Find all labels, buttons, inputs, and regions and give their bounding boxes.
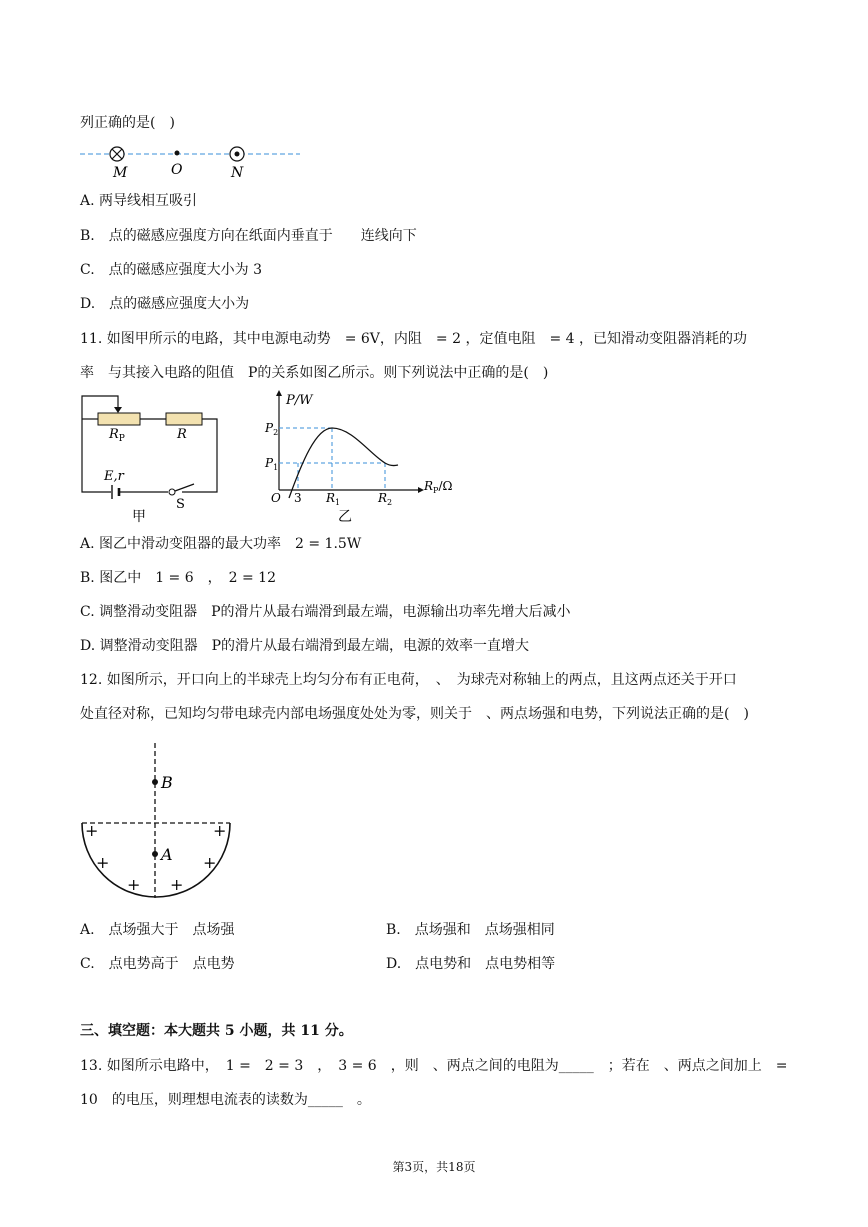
origin-label: O xyxy=(271,491,281,505)
page-footer: 第3页，共18页 xyxy=(392,1160,476,1174)
label-n: N xyxy=(231,165,244,181)
label-o: O xyxy=(171,162,183,178)
x-axis-label: $R_P/\Omega$ xyxy=(424,479,453,495)
point-a-dot xyxy=(152,851,158,857)
circuit-diagram-jia xyxy=(74,388,224,528)
charge-sign: + xyxy=(85,821,99,840)
q12-stem-line2: 处直径对称，已知均匀带电球壳内部电场强度处处为零，则关于 、两点场强和电势，下列说法正确的是( ) xyxy=(80,706,749,722)
rp-resistor xyxy=(98,413,140,425)
circuit-wires xyxy=(82,396,217,492)
battery-icon xyxy=(112,485,119,499)
tick-3: 3 xyxy=(294,491,302,505)
charge-sign: + xyxy=(170,875,184,894)
label-a: A xyxy=(161,845,173,864)
charge-sign: + xyxy=(203,853,217,872)
point-b-dot xyxy=(152,779,158,785)
q10-stem-tail: 列正确的是( ) xyxy=(80,115,175,131)
q10-option-a: A. 两导线相互吸引 xyxy=(80,193,198,209)
slider-arrow xyxy=(114,407,122,413)
r-resistor xyxy=(166,413,202,425)
q10-wire-figure xyxy=(78,142,306,182)
rp-label: $R_P$ xyxy=(109,427,125,444)
q13-stem-line2: 10 的电压，则理想电流表的读数为_____ 。 xyxy=(80,1092,371,1108)
q11-stem-line1: 11. 如图甲所示的电路，其中电源电动势 = 6V，内阻 = 2 ，定值电阻 = 4 ，已知滑动变阻器消耗的功 xyxy=(80,331,747,347)
p1-label: $P_1$ xyxy=(265,456,279,472)
p2-label: $P_2$ xyxy=(265,421,279,437)
q11-option-d: D. 调整滑动变阻器 P的滑片从最右端滑到最左端，电源的效率一直增大 xyxy=(80,638,530,654)
r1-label: $R_1$ xyxy=(326,491,341,507)
axes xyxy=(279,394,420,490)
q12-option-d: D. 点电势和 点电势相等 xyxy=(386,956,556,972)
power-graph-yi xyxy=(252,388,467,528)
label-b: B xyxy=(161,773,173,792)
caption-jia: 甲 xyxy=(132,509,146,525)
charge-sign: + xyxy=(127,875,141,894)
q12-option-a: A. 点场强大于 点场强 xyxy=(80,922,235,938)
q11-option-b: B. 图乙中 1 = 6 ， 2 = 12 xyxy=(80,570,276,586)
q11-stem-line2: 率 与其接入电路的阻值 P的关系如图乙所示。则下列说法中正确的是( ) xyxy=(80,365,549,381)
q12-option-b: B. 点场强和 点场强相同 xyxy=(386,922,555,938)
q12-stem-line1: 12. 如图所示，开口向上的半球壳上均匀分布有正电荷， 、 为球壳对称轴上的两点，且这两点还关于开口 xyxy=(80,672,737,688)
wire-into-page-icon xyxy=(110,147,124,161)
point-o-dot xyxy=(175,151,180,156)
caption-yi: 乙 xyxy=(338,509,352,525)
s-label: S xyxy=(176,497,185,512)
q10-option-d: D. 点的磁感应强度大小为 xyxy=(80,296,250,312)
charge-sign: + xyxy=(96,853,110,872)
switch-icon xyxy=(169,484,194,495)
y-axis-arrow xyxy=(276,390,282,396)
q11-option-c: C. 调整滑动变阻器 P的滑片从最右端滑到最左端，电源输出功率先增大后减小 xyxy=(80,604,571,620)
r-label: R xyxy=(177,427,187,442)
r2-label: $R_2$ xyxy=(378,491,393,507)
wire-out-of-page-icon xyxy=(230,147,244,161)
q12-option-c: C. 点电势高于 点电势 xyxy=(80,956,235,972)
e-r-label: E,r xyxy=(104,469,124,484)
q10-option-c: C. 点的磁感应强度大小为 3 xyxy=(80,262,263,278)
section-title: 三、填空题：本大题共 5 小题，共 11 分。 xyxy=(80,1023,353,1039)
q10-option-b: B. 点的磁感应强度方向在纸面内垂直于 连线向下 xyxy=(80,228,417,244)
q13-stem-line1: 13. 如图所示电路中， 1 = 2 = 3 ， 3 = 6 ，则 、两点之间的电阻为_____ ；若在 、两点之间加上 = xyxy=(80,1058,788,1074)
label-m: M xyxy=(113,165,128,181)
hemisphere-figure xyxy=(76,740,241,900)
y-axis-label: P/W xyxy=(286,393,313,408)
charge-sign: + xyxy=(213,821,227,840)
q11-option-a: A. 图乙中滑动变阻器的最大功率 2 = 1.5W xyxy=(80,536,362,552)
